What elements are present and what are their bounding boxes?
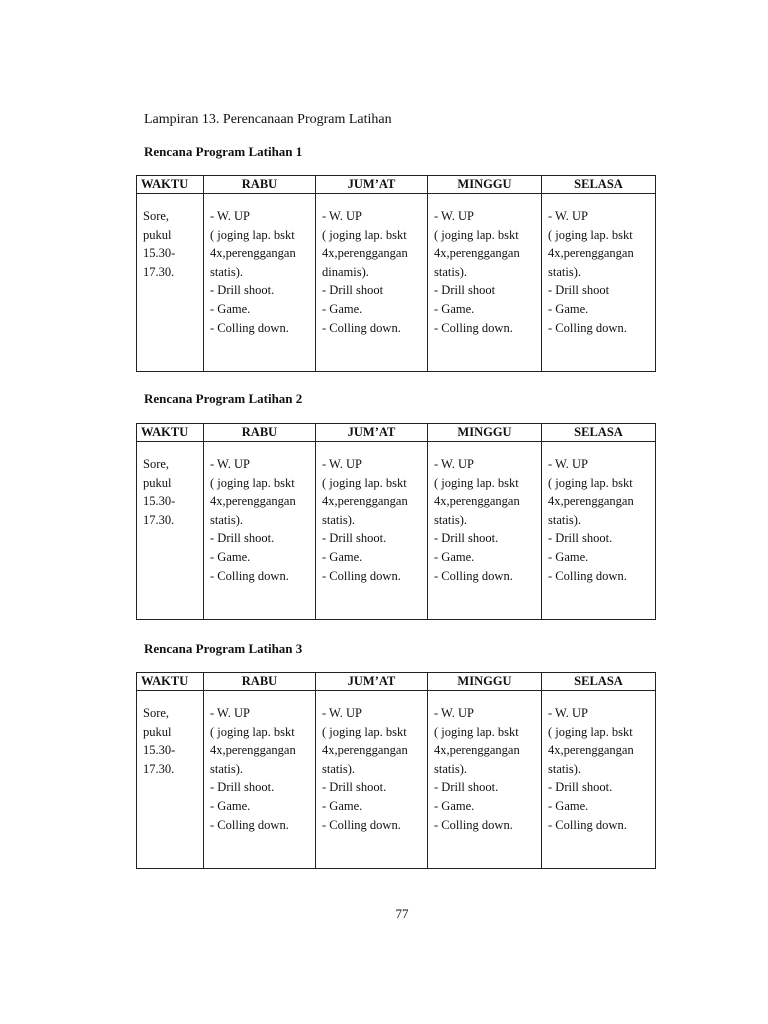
cell-text-line: - Game. [434,549,475,564]
cell-selasa [542,691,656,869]
cell-text-line: - W. UP [434,706,474,720]
cell-waktu [137,194,204,372]
header-rabu: RABU [204,673,316,691]
cell-text-line: - W. UP [434,209,474,223]
header-minggu: MINGGU [428,424,542,442]
cell-text-line: 4x,perenggangan [548,246,634,261]
cell-text-line: ( joging lap. bskt [434,227,519,242]
header-rabu: RABU [204,424,316,442]
cell-text-line: - Colling down. [210,817,289,832]
cell-text-line: pukul [143,227,172,242]
cell-text-line: - Drill shoot. [210,531,275,546]
cell-text-line: - Colling down. [434,817,513,832]
cell-text-line: - W. UP [210,706,250,720]
cell-text-line: - Colling down. [322,320,401,335]
cell-text-line: - Game. [548,301,589,316]
cell-text-line: - Game. [548,798,589,813]
cell-text-line: ( joging lap. bskt [434,724,519,739]
cell-text-line: ( joging lap. bskt [210,724,295,739]
cell-minggu [428,194,542,372]
cell-text-line: statis). [434,264,467,279]
cell-text-line: - W. UP [210,209,250,223]
cell-text-line: - Colling down. [322,568,401,583]
cell-text-line: ( joging lap. bskt [210,475,295,490]
cell-jumat [316,442,428,620]
header-selasa: SELASA [542,424,656,442]
cell-text-line: - Drill shoot. [210,283,275,298]
cell-text-line: ( joging lap. bskt [210,227,295,242]
cell-text-line: - Game. [434,301,475,316]
cell-minggu [428,442,542,620]
cell-text-line: - Drill shoot. [434,780,499,795]
cell-text-line: - Drill shoot [322,283,384,298]
cell-text-line: - Game. [210,549,251,564]
cell-waktu [137,442,204,620]
table-row [137,194,656,372]
cell-text-line: 15.30- [143,743,176,758]
cell-text-line: ( joging lap. bskt [548,227,633,242]
cell-text-line: 17.30. [143,761,175,776]
cell-text-line: Sore, [143,209,170,223]
cell-text-line: - W. UP [322,457,362,471]
cell-text-line: - Drill shoot. [322,780,387,795]
header-jumat: JUM’AT [316,176,428,194]
table-title-2: Rencana Program Latihan 2 [144,391,303,406]
cell-text-line: Sore, [143,706,170,720]
cell-text-line: - Drill shoot [434,283,496,298]
training-plan-table-2 [136,423,656,620]
table-header-row [137,176,656,194]
cell-text-line: - W. UP [548,706,588,720]
table-header-row [137,673,656,691]
cell-text-line: - W. UP [322,209,362,223]
header-minggu: MINGGU [428,176,542,194]
header-jumat: JUM’AT [316,673,428,691]
table-title-1: Rencana Program Latihan 1 [144,144,303,159]
cell-text-line: - Game. [322,549,363,564]
cell-selasa [542,194,656,372]
cell-text-line: 17.30. [143,264,175,279]
cell-text-line: ( joging lap. bskt [322,475,407,490]
cell-text-line: 4x,perenggangan [322,494,408,509]
cell-text-line: statis). [548,264,581,279]
header-minggu: MINGGU [428,673,542,691]
table-row [137,442,656,620]
cell-text-line: - Game. [322,798,363,813]
cell-text-line: statis). [210,264,243,279]
training-plan-table-3 [136,672,656,869]
header-waktu: WAKTU [137,673,204,691]
header-rabu: RABU [204,176,316,194]
header-jumat: JUM’AT [316,424,428,442]
cell-text-line: 4x,perenggangan [322,743,408,758]
cell-text-line: 4x,perenggangan [322,246,408,261]
cell-text-line: Sore, [143,457,170,471]
cell-text-line: 15.30- [143,246,176,261]
cell-text-line: 4x,perenggangan [210,246,296,261]
cell-text-line: dinamis). [322,264,369,279]
cell-text-line: - W. UP [434,457,474,471]
training-plan-table-1 [136,175,656,372]
cell-text-line: - Game. [210,301,251,316]
cell-text-line: - Colling down. [434,568,513,583]
cell-jumat [316,194,428,372]
cell-text-line: 4x,perenggangan [434,494,520,509]
cell-text-line: statis). [322,761,355,776]
cell-text-line: - Drill shoot. [548,531,613,546]
cell-text-line: - Colling down. [548,817,627,832]
cell-text-line: ( joging lap. bskt [548,475,633,490]
cell-text-line: - Game. [434,798,475,813]
cell-text-line: pukul [143,475,172,490]
cell-text-line: - Colling down. [322,817,401,832]
cell-text-line: ( joging lap. bskt [322,227,407,242]
cell-text-line: - Colling down. [434,320,513,335]
cell-text-line: statis). [548,761,581,776]
cell-text-line: 15.30- [143,494,176,509]
cell-text-line: - Game. [210,798,251,813]
cell-text-line: - Colling down. [210,568,289,583]
cell-text-line: - Colling down. [548,320,627,335]
cell-text-line: - Drill shoot. [434,531,499,546]
cell-text-line: 4x,perenggangan [210,743,296,758]
cell-text-line: - Colling down. [548,568,627,583]
header-selasa: SELASA [542,176,656,194]
cell-text-line: 4x,perenggangan [548,743,634,758]
cell-text-line: 4x,perenggangan [548,494,634,509]
cell-text-line: - W. UP [322,706,362,720]
cell-text-line: statis). [434,761,467,776]
cell-text-line: - W. UP [548,457,588,471]
cell-text-line: 4x,perenggangan [210,494,296,509]
cell-text-line: - Drill shoot. [322,531,387,546]
cell-text-line: - Drill shoot. [210,780,275,795]
cell-text-line: - Drill shoot. [548,780,613,795]
cell-text-line: statis). [322,512,355,527]
cell-text-line: 17.30. [143,512,175,527]
cell-minggu [428,691,542,869]
cell-text-line: 4x,perenggangan [434,743,520,758]
cell-waktu [137,691,204,869]
cell-text-line: statis). [434,512,467,527]
header-waktu: WAKTU [137,176,204,194]
cell-text-line: ( joging lap. bskt [548,724,633,739]
cell-text-line: pukul [143,724,172,739]
cell-text-line: ( joging lap. bskt [434,475,519,490]
header-selasa: SELASA [542,673,656,691]
table-title-3: Rencana Program Latihan 3 [144,641,303,656]
table-row [137,691,656,869]
cell-text-line: - Colling down. [210,320,289,335]
cell-text-line: - W. UP [210,457,250,471]
cell-text-line: statis). [210,512,243,527]
cell-text-line: 4x,perenggangan [434,246,520,261]
cell-rabu [204,194,316,372]
cell-text-line: statis). [210,761,243,776]
cell-text-line: - Game. [548,549,589,564]
cell-rabu [204,691,316,869]
cell-rabu [204,442,316,620]
cell-text-line: - W. UP [548,209,588,223]
header-waktu: WAKTU [137,424,204,442]
cell-text-line: statis). [548,512,581,527]
page-number: 77 [395,906,409,921]
cell-jumat [316,691,428,869]
document-heading: Lampiran 13. Perencanaan Program Latihan [144,112,392,127]
cell-text-line: ( joging lap. bskt [322,724,407,739]
cell-text-line: - Game. [322,301,363,316]
table-header-row [137,424,656,442]
cell-text-line: - Drill shoot [548,283,610,298]
cell-selasa [542,442,656,620]
